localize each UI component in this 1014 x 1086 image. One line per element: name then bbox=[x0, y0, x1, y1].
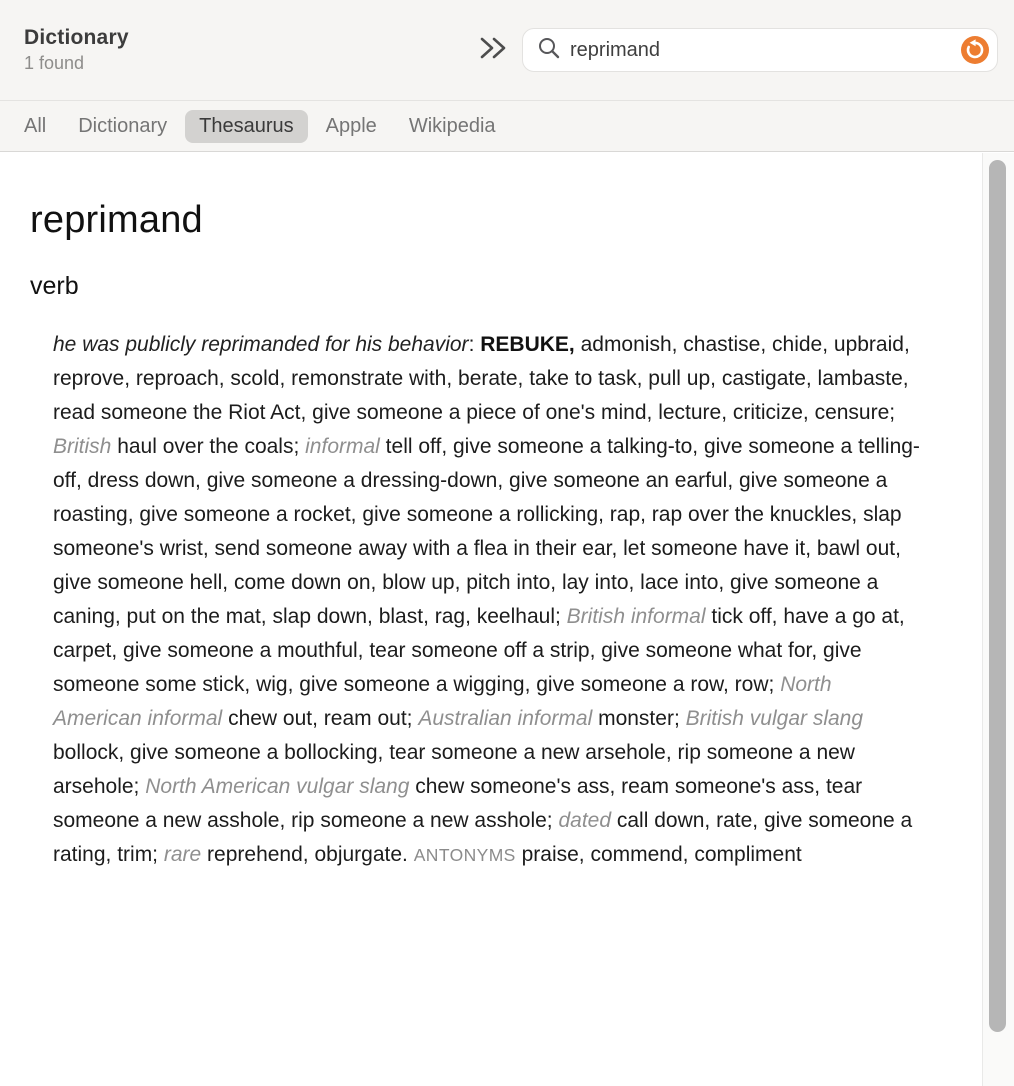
tab-thesaurus[interactable]: Thesaurus bbox=[185, 110, 308, 143]
result-tabs bbox=[0, 101, 1014, 152]
result-count: 1 found bbox=[24, 53, 85, 73]
definition-run-label: dated bbox=[558, 809, 612, 832]
definition-run-label: North American informal bbox=[53, 673, 832, 730]
definition-run-plain: : bbox=[468, 333, 481, 356]
definition-run-antonyms: ANTONYMS bbox=[413, 845, 516, 865]
double-chevron-right-icon bbox=[478, 34, 510, 67]
definition-run-label: North American vulgar slang bbox=[145, 775, 410, 798]
part-of-speech: verb bbox=[30, 272, 79, 300]
search-input[interactable] bbox=[570, 39, 961, 62]
definition-run-plain: tell off, give someone a talking-to, give someone a telling-off, dress down, give someone a dressing-down, give someone an earful, give someone a roasting, give someone a rocket, give someone a rollicking, rap, rap over the knuckles, slap someone's wrist, send someone away with a flea in their ear, let someone have it, bawl out, give someone hell, come down on, blow up, pitch into, lay into, lace into, give someone a caning, put on the mat, slap down, blast, rag, keelhaul; bbox=[53, 435, 920, 628]
definition-run-plain: praise, commend, compliment bbox=[515, 843, 802, 866]
definition-run-plain: bollock, give someone a bollocking, tear someone a new arsehole, rip someone a new arsehole; bbox=[53, 741, 855, 798]
definition-run-plain: monster; bbox=[592, 707, 686, 730]
definition-run-plain: chew out, ream out; bbox=[222, 707, 419, 730]
definition-run-plain: call down, rate, give someone a rating, trim; bbox=[53, 809, 913, 866]
definition-run-plain: reprehend, objurgate. bbox=[201, 843, 414, 866]
definition-run-label: rare bbox=[163, 843, 202, 866]
tab-dictionary[interactable]: Dictionary bbox=[78, 114, 168, 137]
tab-apple[interactable]: Apple bbox=[325, 114, 377, 137]
definition-run-bold: REBUKE, bbox=[480, 333, 575, 356]
definition-run-plain: tick off, have a go at, carpet, give someone a mouthful, tear someone off a strip, give someone what for, give someone some stick, wig, give someone a wigging, give someone a row, row; bbox=[53, 605, 905, 696]
tab-all[interactable]: All bbox=[24, 114, 47, 137]
scrollbar-thumb[interactable] bbox=[989, 160, 1006, 1032]
definition-run-label: British bbox=[53, 435, 112, 458]
search-field[interactable] bbox=[522, 28, 998, 72]
search-icon bbox=[537, 36, 561, 65]
back-history-button[interactable] bbox=[961, 36, 989, 64]
definition-run-label: British vulgar slang bbox=[685, 707, 864, 730]
thesaurus-definition bbox=[53, 328, 922, 872]
page-title: Dictionary bbox=[24, 26, 129, 49]
scrollbar[interactable] bbox=[982, 153, 1014, 1086]
definition-run-label: informal bbox=[305, 435, 380, 458]
definition-run-plain: admonish, chastise, chide, upbraid, reprove, reproach, scold, remonstrate with, berate, take to task, pull up, castigate, lambaste, read someone the Riot Act, give someone a piece of one's mind, lecture, criticize, censure; bbox=[53, 333, 910, 424]
title-block bbox=[24, 26, 129, 74]
definition-pane bbox=[0, 153, 982, 1086]
definition-run-label: Australian informal bbox=[418, 707, 593, 730]
toolbar bbox=[0, 0, 1014, 101]
definition-run-plain: chew someone's ass, ream someone's ass, tear someone a new asshole, rip someone a new asshole; bbox=[53, 775, 863, 832]
definition-run-example: he was publicly reprimanded for his behavior bbox=[53, 333, 469, 356]
undo-arrow-icon bbox=[961, 36, 989, 64]
tab-wikipedia[interactable]: Wikipedia bbox=[408, 114, 496, 137]
headword: reprimand bbox=[30, 199, 203, 241]
definition-run-label: British informal bbox=[566, 605, 706, 628]
expand-sidebar-button[interactable] bbox=[474, 30, 514, 70]
definition-run-plain: haul over the coals; bbox=[111, 435, 306, 458]
